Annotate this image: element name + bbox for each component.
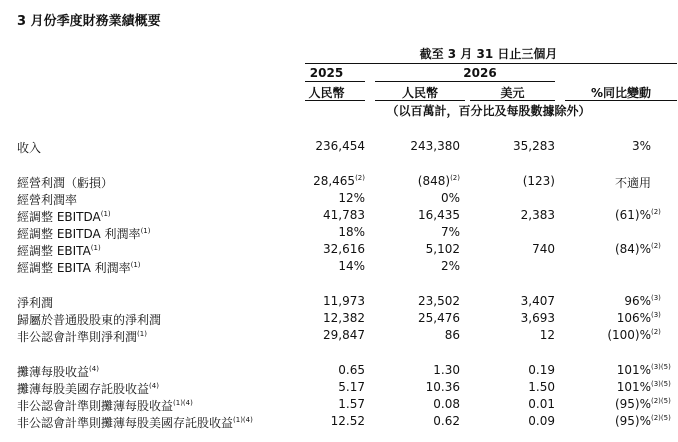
- value-2026-usd-value: 0.19: [528, 363, 555, 377]
- value-2026-rmb-value: 243,380: [410, 139, 460, 153]
- unit-note: （以百萬計，百分比及每股數據除外）: [386, 104, 591, 118]
- currency-rule-1: [305, 100, 365, 101]
- yoy-change: [520, 380, 675, 394]
- yoy-change-value: (84)%: [614, 242, 651, 256]
- value-2026-rmb: [370, 242, 460, 256]
- value-2026-rmb: [370, 294, 460, 308]
- yoy-change: [520, 139, 675, 153]
- row-label: [17, 328, 147, 345]
- footnote-ref: (2)(5): [651, 414, 671, 422]
- row-label: [17, 225, 150, 242]
- yoy-change-value: 101%: [616, 363, 651, 377]
- row-label: [17, 174, 113, 191]
- yoy-change-value: (95)%: [614, 414, 651, 428]
- value-2025-rmb: [275, 294, 365, 308]
- year-rule-2025: [305, 81, 365, 82]
- value-2025-rmb-value: 14%: [338, 259, 365, 273]
- footnote-ref: (2): [651, 328, 661, 336]
- value-2026-rmb: [370, 311, 460, 325]
- yoy-change: [520, 191, 675, 205]
- row-label: [17, 139, 41, 156]
- value-2026-usd-value: (123): [522, 174, 555, 188]
- footnote-ref: (1)(4): [173, 399, 193, 407]
- yoy-change: [520, 397, 675, 411]
- yoy-change: [520, 328, 675, 342]
- value-2026-rmb-value: 7%: [440, 225, 460, 239]
- value-2025-rmb-value: 11,973: [323, 294, 365, 308]
- table-row: [0, 259, 678, 274]
- table-row: [0, 191, 678, 206]
- footnote-ref: (1): [90, 244, 101, 252]
- value-2026-rmb: [370, 174, 460, 188]
- yoy-change-header: %同比變動: [590, 86, 652, 100]
- value-2026-rmb-value: 0%: [440, 191, 460, 205]
- footnote-ref: (1): [137, 330, 147, 338]
- table-row: [0, 380, 678, 395]
- row-label-value: 經調整 EBITA 利潤率: [17, 261, 131, 275]
- year-rule-2026: [375, 81, 555, 82]
- table-row: [0, 139, 678, 154]
- year-2026: 2026: [463, 66, 497, 80]
- year-2025: 2025: [309, 66, 344, 80]
- table-row: [0, 208, 678, 223]
- currency-rmb-2026: 人民幣: [401, 86, 438, 100]
- value-2025-rmb-value: 12.52: [330, 414, 365, 428]
- value-2025-rmb-value: 12%: [338, 191, 365, 205]
- footnote-ref: (2): [651, 242, 661, 250]
- value-2026-rmb-value: 0.62: [433, 414, 460, 428]
- value-2026-rmb-value: 10.36: [425, 380, 460, 394]
- value-2026-rmb: [370, 208, 460, 222]
- table-row: [0, 311, 678, 326]
- value-2026-usd-value: 2,383: [520, 208, 555, 222]
- table-row: [0, 294, 678, 309]
- footnote-ref: (3)(5): [651, 380, 671, 388]
- table-row: [0, 363, 678, 378]
- value-2026-usd-value: 740: [532, 242, 555, 256]
- value-2026-usd-value: 35,283: [513, 139, 555, 153]
- value-2025-rmb: [275, 397, 365, 411]
- yoy-change: [520, 294, 675, 308]
- value-2026-usd-value: 12: [539, 328, 555, 342]
- table-row: [0, 397, 678, 412]
- value-2026-rmb: [370, 139, 460, 153]
- value-2025-rmb: [275, 242, 365, 256]
- footnote-ref: (1)(4): [233, 416, 253, 424]
- value-2026-usd-value: 0.09: [528, 414, 555, 428]
- yoy-change-value: 3%: [631, 139, 651, 153]
- table-row: [0, 225, 678, 240]
- row-label: [17, 294, 53, 311]
- value-2026-rmb-value: 86: [444, 328, 460, 342]
- yoy-change-value: (95)%: [614, 397, 651, 411]
- yoy-change: [520, 311, 675, 325]
- yoy-change-value: 101%: [616, 380, 651, 394]
- table-row: [0, 414, 678, 429]
- value-2026-rmb: [370, 414, 460, 428]
- currency-rmb-2025: 人民幣: [308, 86, 345, 100]
- value-2026-usd-value: 3,693: [520, 311, 555, 325]
- yoy-change-value: 106%: [616, 311, 651, 325]
- value-2025-rmb-value: 29,847: [323, 328, 365, 342]
- footnote-ref: (2): [355, 174, 365, 182]
- value-2026-rmb-value: 0.08: [433, 397, 460, 411]
- row-label-value: 非公認會計準則攤薄每股美國存託股收益: [17, 416, 234, 430]
- value-2025-rmb: [275, 363, 365, 377]
- yoy-change-value: (61)%: [614, 208, 651, 222]
- period-rule: [305, 63, 677, 64]
- row-label: [17, 259, 141, 276]
- footnote-ref: (4): [89, 365, 99, 373]
- footnote-ref: (3)(5): [651, 363, 671, 371]
- value-2026-usd-value: 3,407: [520, 294, 555, 308]
- row-label-value: 經營利潤（虧損）: [17, 176, 114, 190]
- row-label: [17, 380, 159, 397]
- yoy-change: [520, 225, 675, 239]
- value-2026-usd-value: 0.01: [528, 397, 555, 411]
- yoy-change: [520, 242, 675, 256]
- value-2026-rmb-value: 25,476: [418, 311, 460, 325]
- value-2026-rmb: [370, 397, 460, 411]
- value-2025-rmb: [275, 191, 365, 205]
- footnote-ref: (3): [651, 294, 661, 302]
- period-header: 截至 3 月 31 日止三個月: [419, 47, 558, 61]
- row-label-value: 非公認會計準則攤薄每股收益: [17, 399, 174, 413]
- row-label-value: 經調整 EBITDA 利潤率: [17, 227, 141, 241]
- currency-rule-2: [375, 100, 465, 101]
- value-2026-rmb-value: (848): [417, 174, 451, 188]
- currency-rule-3: [470, 100, 555, 101]
- yoy-change: [520, 363, 675, 377]
- value-2025-rmb: [275, 328, 365, 342]
- value-2026-rmb-value: 23,502: [418, 294, 460, 308]
- value-2026-rmb: [370, 363, 460, 377]
- row-label: [17, 242, 101, 259]
- footnote-ref: (1): [140, 227, 151, 235]
- row-label-value: 淨利潤: [17, 296, 54, 310]
- row-label: [17, 363, 99, 380]
- page-title: 3 月份季度財務業績概要: [17, 14, 161, 29]
- value-2025-rmb: [275, 259, 365, 273]
- row-label-value: 非公認會計準則淨利潤: [17, 330, 138, 344]
- value-2026-usd-value: 1.50: [528, 380, 555, 394]
- footnote-ref: (1): [100, 210, 111, 218]
- row-label: [17, 191, 77, 208]
- table-row: [0, 328, 678, 343]
- value-2025-rmb-value: 28,465: [313, 174, 356, 188]
- row-label-value: 經調整 EBITA: [17, 244, 91, 258]
- row-label: [17, 208, 111, 225]
- value-2025-rmb: [275, 174, 365, 188]
- value-2025-rmb-value: 236,454: [315, 139, 365, 153]
- yoy-change-value: (100)%: [607, 328, 651, 342]
- value-2025-rmb-value: 5.17: [338, 380, 365, 394]
- value-2025-rmb: [275, 139, 365, 153]
- row-label: [17, 414, 253, 431]
- value-2025-rmb: [275, 380, 365, 394]
- value-2026-rmb-value: 16,435: [418, 208, 460, 222]
- yoy-change-value: 96%: [624, 294, 651, 308]
- value-2025-rmb: [275, 208, 365, 222]
- table-row: [0, 242, 678, 257]
- value-2026-rmb: [370, 259, 460, 273]
- value-2026-rmb: [370, 225, 460, 239]
- yoy-change: [520, 174, 675, 191]
- value-2026-rmb-value: 1.30: [433, 363, 460, 377]
- value-2025-rmb: [275, 414, 365, 428]
- row-label-value: 經調整 EBITDA: [17, 210, 101, 224]
- row-label-value: 攤薄每股收益: [17, 365, 90, 379]
- row-label-value: 經營利潤率: [17, 193, 78, 207]
- row-label-value: 歸屬於普通股股東的淨利潤: [17, 313, 162, 327]
- row-label: [17, 311, 161, 328]
- row-label-value: 攤薄每股美國存託股收益: [17, 382, 150, 396]
- currency-rule-4: [565, 100, 677, 101]
- footnote-ref: (2): [450, 174, 460, 182]
- value-2025-rmb-value: 0.65: [338, 363, 365, 377]
- value-2025-rmb-value: 18%: [338, 225, 365, 239]
- footnote-ref: (2): [651, 208, 661, 216]
- table-row: [0, 174, 678, 189]
- value-2025-rmb: [275, 225, 365, 239]
- value-2026-rmb: [370, 380, 460, 394]
- value-2026-rmb: [370, 191, 460, 205]
- footnote-ref: (1): [130, 261, 141, 269]
- yoy-change-value: 不適用: [614, 176, 651, 190]
- value-2026-rmb-value: 5,102: [425, 242, 460, 256]
- yoy-change: [520, 414, 675, 428]
- value-2026-rmb: [370, 328, 460, 342]
- value-2025-rmb-value: 41,783: [323, 208, 365, 222]
- row-label: [17, 397, 193, 414]
- yoy-change: [520, 208, 675, 222]
- value-2025-rmb-value: 12,382: [323, 311, 365, 325]
- value-2026-rmb-value: 2%: [440, 259, 460, 273]
- yoy-change: [520, 259, 675, 273]
- currency-usd: 美元: [500, 86, 525, 100]
- value-2025-rmb-value: 32,616: [323, 242, 365, 256]
- footnote-ref: (4): [149, 382, 159, 390]
- value-2025-rmb-value: 1.57: [338, 397, 365, 411]
- footnote-ref: (2)(5): [651, 397, 671, 405]
- footnote-ref: (3): [651, 311, 661, 319]
- row-label-value: 收入: [17, 141, 42, 155]
- value-2025-rmb: [275, 311, 365, 325]
